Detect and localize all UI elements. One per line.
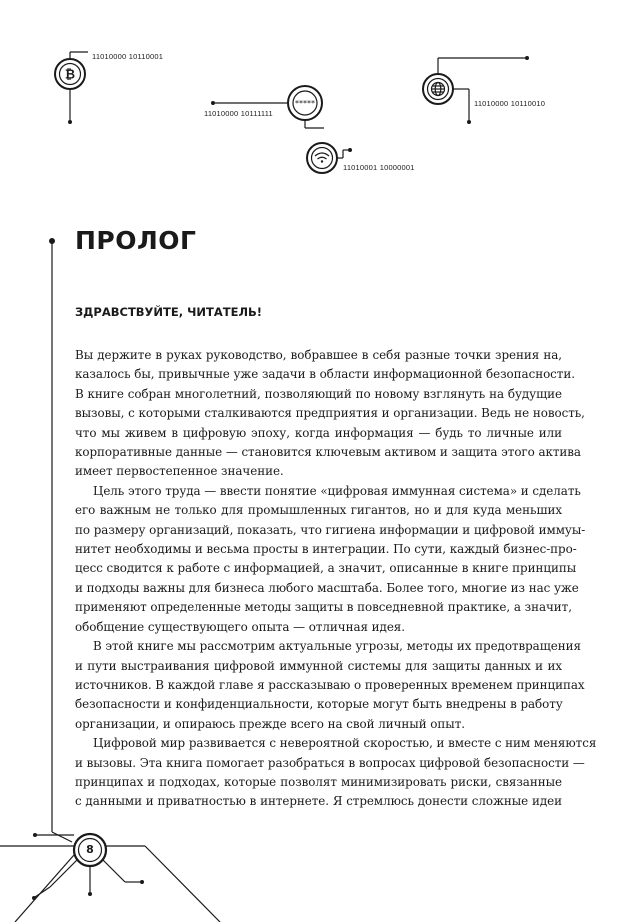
text-line: что мы живем в цифровую эпоху, когда информация — будь то личные или — [75, 425, 562, 440]
globe-icon — [423, 56, 529, 124]
section-heading: ЗДРАВСТВУЙТЕ, ЧИТАТЕЛЬ! — [75, 305, 263, 319]
text-line: организации, и опираюсь прежде всего на свой личный опыт. — [75, 716, 465, 731]
binary-code-bitcoin: 11010000 10110001 — [92, 52, 164, 61]
text-line: Вы держите в руках руководство, вобравшее в себя разные точки зрения на, — [75, 348, 562, 362]
text-line: нитет необходимы и весьма просты в интеграции. По сути, каждый бизнес-про- — [75, 542, 577, 557]
text-line: принципах и подходах, которые позволят минимизировать риски, связанные — [75, 774, 562, 789]
text-line: В книге собран многолетний, позволяющий по новому взглянуть на будущие — [75, 386, 562, 401]
text-line: казалось бы, привычные уже задачи в области информационной безопасности. — [75, 367, 575, 382]
text-line: Цель этого труда — ввести понятие «цифровая иммунная система» и сделать — [93, 483, 581, 498]
page-number: 8 — [86, 843, 94, 856]
text-line: его важным не только для промышленных гигантов, но и для куда меньших — [75, 503, 562, 518]
text-line: обобщение существующего опыта — отличная идея. — [75, 619, 405, 634]
text-line: по размеру организаций, показать, что гигиена информации и цифровой иммуы- — [75, 522, 586, 537]
text-line: Цифровой мир развивается с невероятной скоростью, и вместе с ним меняются — [93, 736, 597, 751]
text-line: корпоративные данные — становится ключевым активом и защита этого актива — [75, 445, 581, 460]
binary-code-globe: 11010000 10110010 — [474, 99, 546, 108]
text-line: имеет первостепенное значение. — [75, 464, 284, 479]
binary-code-password: 11010000 10111111 — [204, 109, 273, 118]
binary-code-wifi: 11010001 10000001 — [343, 163, 415, 172]
text-line: В этой книге мы рассмотрим актуальные угрозы, методы их предотвращения — [93, 639, 581, 654]
password-mask: ***** — [295, 99, 315, 108]
text-line: и пути выстраивания цифровой иммунной системы для защиты данных и их — [75, 658, 562, 673]
text-line: цесс сводится к работе с информацией, а значит, описанные в книге принципы — [75, 561, 577, 576]
text-line: с данными и приватностью в интернете. Я стремлюсь донести сложные идеи — [75, 794, 562, 809]
text-line: и вызовы. Эта книга помогает разобраться в вопросах цифровой безопасности — — [75, 755, 585, 770]
text-line: и подходы важны для бизнеса любого масштаба. Более того, многие из нас уже — [75, 580, 579, 595]
body-text — [75, 346, 597, 812]
left-rule — [0, 0, 80, 922]
text-line: вызовы, с которыми сталкиваются предприятия и организации. Ведь не новость, — [75, 406, 585, 421]
text-line: применяют определенные методы защиты в повседневной практике, а значит, — [75, 600, 572, 615]
text-line: безопасности и конфиденциальности, которые могут быть внедрены в работу — [75, 697, 563, 712]
footer-decoration — [0, 822, 630, 922]
chapter-title: ПРОЛОГ — [75, 226, 197, 255]
bitcoin-symbol: ₿ — [64, 66, 76, 82]
text-line: источников. В каждой главе я рассказываю о проверенных временем принципах — [75, 677, 585, 692]
